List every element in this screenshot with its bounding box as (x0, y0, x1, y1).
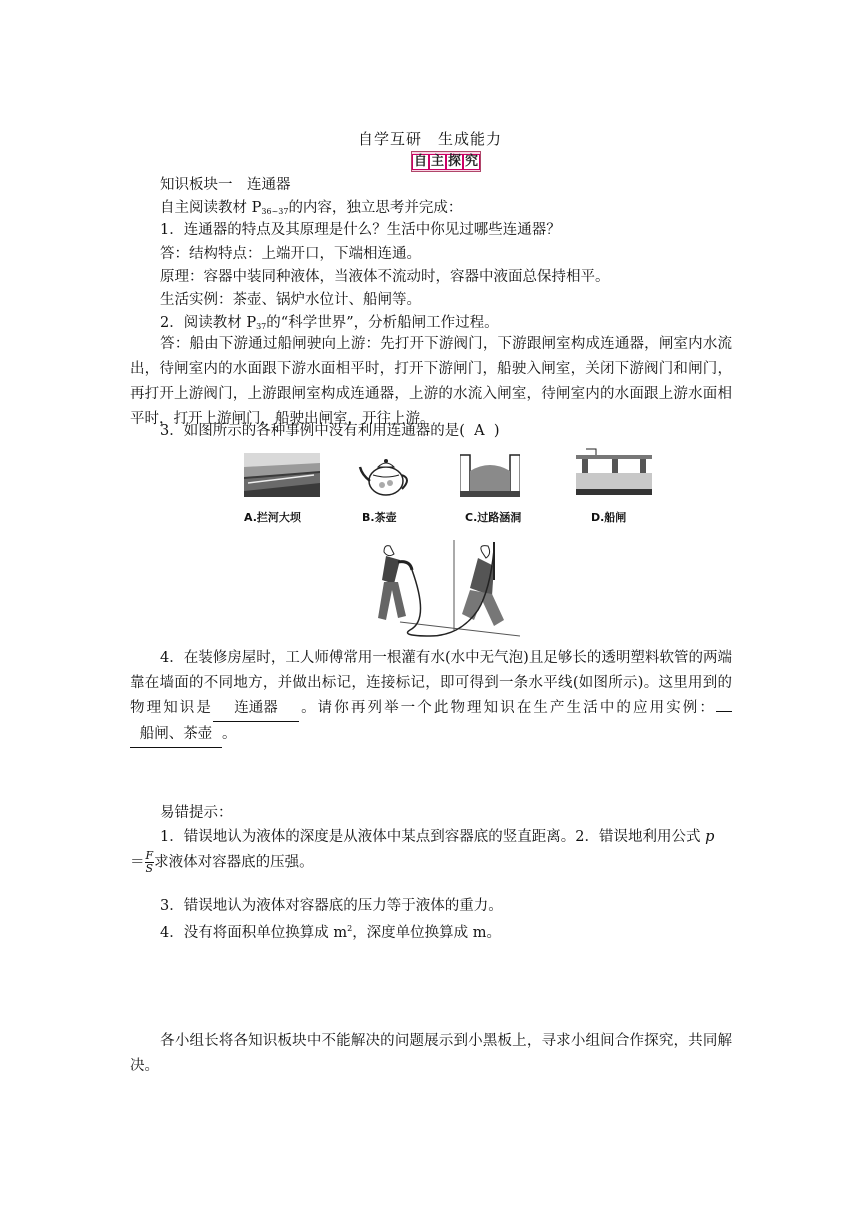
answer-1-principle: 原理：容器中装同种液体，当液体不流动时，容器中液面总保持相平。 (160, 269, 610, 285)
fraction-numerator: F (145, 849, 154, 862)
q3-answer: A (474, 423, 485, 439)
intro-page-sub: 36~37 (261, 207, 289, 216)
banner-char: 究 (465, 153, 479, 169)
q3-prefix: 3．如图所示的各种事例中没有利用连通器的是( (160, 423, 465, 439)
culvert-figure (460, 453, 520, 501)
dam-figure (244, 453, 320, 501)
caption-a: A.拦河大坝 (244, 511, 301, 524)
tip-2-eq: ＝ (130, 854, 145, 871)
tip-2 (130, 850, 730, 875)
tip-1-var: p (705, 829, 715, 845)
ship-lock-figure (576, 447, 652, 501)
banner-char: 主 (431, 153, 445, 169)
answer-1-examples: 生活实例：茶壶、锅炉水位计、船闸等。 (160, 292, 421, 308)
q4-mid: 。请你再列举一个此物理知识在生产生活中的应用实例： (298, 700, 716, 716)
closing-paragraph (130, 1029, 732, 1079)
question-1: 1．连通器的特点及其原理是什么？生活中你见过哪些连通器？ (160, 222, 561, 238)
tip-4 (130, 918, 730, 944)
q3-suffix: ) (493, 423, 500, 439)
answer-2 (130, 332, 732, 432)
q4-text: 4．在装修房屋时，工人师傅常用一根灌有水(水中无气泡)且足够长的透明塑料软管的两端靠在墙面的不同地方，并做出标记，连接标记，即可得到一条水平线(如图所示)。这里用到的物理知识是 (130, 650, 732, 716)
caption-b: B.茶壶 (362, 511, 397, 524)
intro-suffix: 的内容，独立思考并完成： (288, 200, 463, 216)
tip-4-text-a: 4．没有将面积单位换算成 m (160, 925, 348, 941)
q2-prefix: 2．阅读教材 P (160, 315, 257, 331)
caption-c: C.过路涵洞 (465, 511, 522, 524)
workers-hose-figure (370, 540, 520, 644)
figure-row (240, 453, 660, 533)
q4-blank-1: 连通器 (213, 696, 299, 722)
caption-d: D.船闸 (591, 511, 627, 524)
q2-page-sub: 37 (256, 322, 267, 331)
formula-fraction (145, 850, 155, 875)
tip-1 (130, 826, 730, 848)
teapot-figure (358, 449, 414, 503)
intro-prefix: 自主阅读教材 P (160, 200, 262, 216)
tips-heading: 易错提示： (160, 805, 233, 821)
tip-2-text: 求液体对容器底的压强。 (154, 854, 314, 871)
section-title: 自学互研 生成能力 (357, 130, 502, 148)
closing-text: 各小组长将各知识板块中不能解决的问题展示到小黑板上，寻求小组间合作探究，共同解决。 (130, 1033, 732, 1074)
fraction-denominator: S (145, 862, 154, 875)
question-4 (130, 646, 732, 748)
tip-4-text-b: ，深度单位换算成 m。 (352, 925, 502, 941)
answer-2-text: 答：船由下游通过船闸驶向上游：先打开下游阀门，下游跟闸室构成连通器，闸室内水流出，待闸室内的水面跟下游水面相平时，打开下游闸门，船驶入闸室，关闭下游阀门和闸门，再打开上游阀门，上游跟闸室构成连通器，上游的水流入闸室，待闸室内的水面跟上游水面相平时，打开上游闸门，船驶出闸室，开往上游。 (130, 336, 732, 427)
q4-end: 。 (222, 726, 237, 742)
q2-suffix: 的“科学世界”，分析船闸工作过程。 (266, 315, 499, 331)
banner-char: 自 (414, 153, 428, 169)
question-3 (130, 420, 730, 442)
tip-3: 3．错误地认为液体对容器底的压力等于液体的重力。 (160, 898, 503, 914)
section-banner (411, 151, 481, 172)
tip-1-text: 1．错误地认为液体的深度是从液体中某点到容器底的竖直距离。2．错误地利用公式 (160, 829, 701, 845)
answer-1-structure: 答：结构特点：上端开口，下端相连通。 (160, 246, 421, 262)
tip-4-sup: 2 (347, 924, 353, 933)
block-heading: 知识板块一 连通器 (160, 177, 291, 193)
q4-blank-2: 船闸、茶壶 (130, 722, 222, 748)
banner-char: 探 (448, 153, 462, 169)
